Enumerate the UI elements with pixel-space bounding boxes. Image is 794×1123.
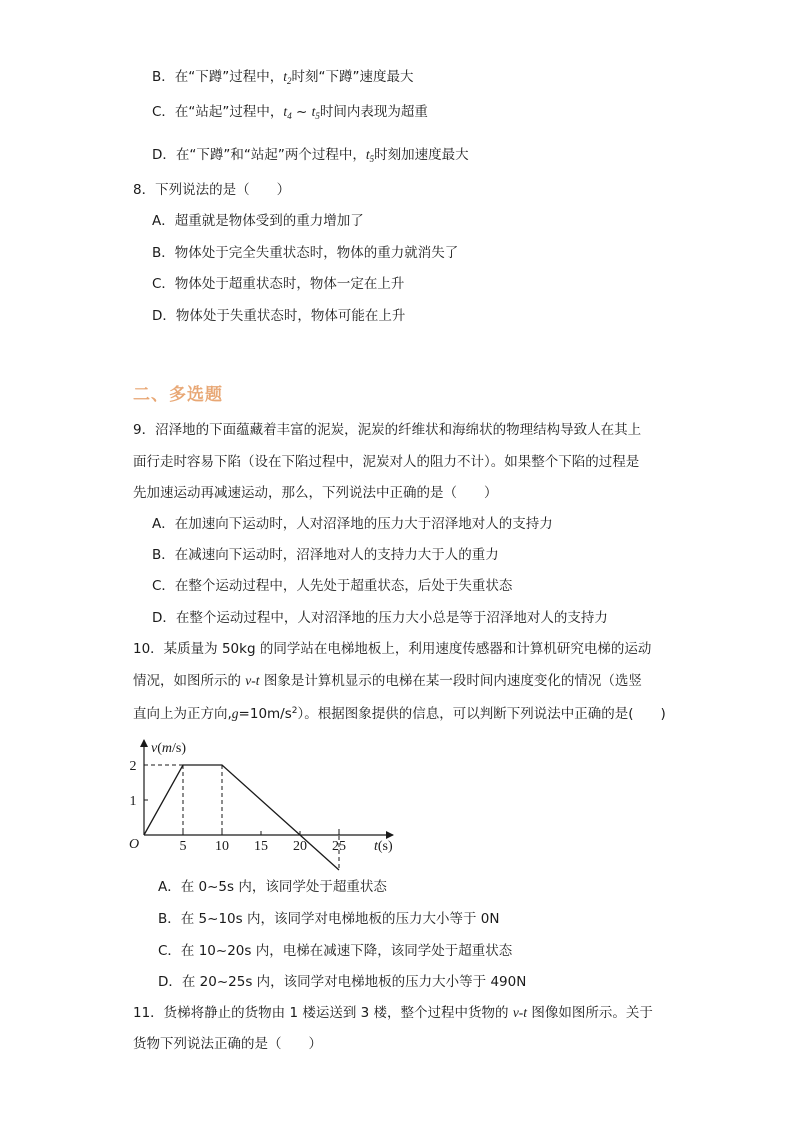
x-tick-label: 10: [215, 839, 229, 854]
q9-option-c: C．在整个运动过程中，人先处于超重状态，后处于失重状态: [152, 578, 513, 594]
q8-option-b: B．物体处于完全失重状态时，物体的重力就消失了: [152, 245, 459, 261]
q10-option-d: D．在 20~25s 内，该同学对电梯地板的压力大小等于 490N: [158, 974, 527, 990]
q10-option-a: A．在 0~5s 内，该同学处于超重状态: [158, 879, 387, 895]
q10-stem-line3: 直向上为正方向$,g=10m/s^2$）。根据图象提供的信息，可以判断下列说法中正确的是( ): [133, 706, 666, 722]
q8-stem: 8．下列说法的是（ ）: [133, 182, 291, 198]
x-tick-label: 5: [179, 839, 187, 854]
q7-option-d: D．在“下蹲”和“站起”两个过程中，$t_5$时刻加速度最大: [152, 147, 469, 164]
x-tick-label: 15: [254, 839, 268, 854]
vt-graph: [125, 732, 405, 872]
q10-option-c: C．在 10~20s 内，电梯在减速下降，该同学处于超重状态: [158, 943, 513, 959]
q8-option-a: A．超重就是物体受到的重力增加了: [152, 213, 364, 229]
q10-stem-line2: 情况，如图所示的 v-t 图象是计算机显示的电梯在某一段时间内速度变化的情况（选竖: [133, 673, 642, 689]
q11-stem-line2: 货物下列说法正确的是（ ）: [133, 1036, 322, 1052]
velocity-series-line: [144, 765, 339, 870]
q10-stem-line1: 10．某质量为 50kg 的同学站在电梯地板上，利用速度传感器和计算机研究电梯的运动: [133, 641, 652, 657]
q9-stem-line1: 9．沼泽地的下面蕴藏着丰富的泥炭，泥炭的纤维状和海绵状的物理结构导致人在其上: [133, 422, 642, 438]
q7-option-c: C．在“站起”过程中，$t_4$ ~ $t_5$时间内表现为超重: [152, 104, 428, 121]
y-tick-label: 1: [129, 794, 137, 809]
q9-stem-line3: 先加速运动再减速运动，那么，下列说法中正确的是（ ）: [133, 485, 498, 501]
y-axis-label: v(m/s): [151, 741, 187, 756]
q10-option-b: B．在 5~10s 内，该同学对电梯地板的压力大小等于 0N: [158, 911, 500, 927]
section-title: 二、多选题: [133, 385, 223, 405]
x-tick-label: 20: [293, 839, 307, 854]
origin-label: O: [129, 837, 140, 852]
q9-stem-line2: 面行走时容易下陷（设在下陷过程中，泥炭对人的阻力不计）。如果整个下陷的过程是: [133, 454, 640, 470]
x-tick-label: 25: [332, 839, 346, 854]
q9-option-d: D．在整个运动过程中，人对沼泽地的压力大小总是等于沼泽地对人的支持力: [152, 610, 608, 626]
x-axis-label: t(s): [374, 839, 393, 854]
q9-option-b: B．在减速向下运动时，沼泽地对人的支持力大于人的重力: [152, 547, 499, 563]
q11-stem-line1: 11．货梯将静止的货物由 1 楼运送到 3 楼，整个过程中货物的 v-t 图像如图所示。关于: [133, 1005, 653, 1021]
q7-option-b: B．在“下蹲”过程中，$t_2$时刻“下蹲”速度最大: [152, 69, 414, 86]
y-tick-label: 2: [129, 759, 137, 774]
q8-option-c: C．物体处于超重状态时，物体一定在上升: [152, 276, 405, 292]
q9-option-a: A．在加速向下运动时，人对沼泽地的压力大于沼泽地对人的支持力: [152, 516, 553, 532]
q8-option-d: D．物体处于失重状态时，物体可能在上升: [152, 308, 406, 324]
